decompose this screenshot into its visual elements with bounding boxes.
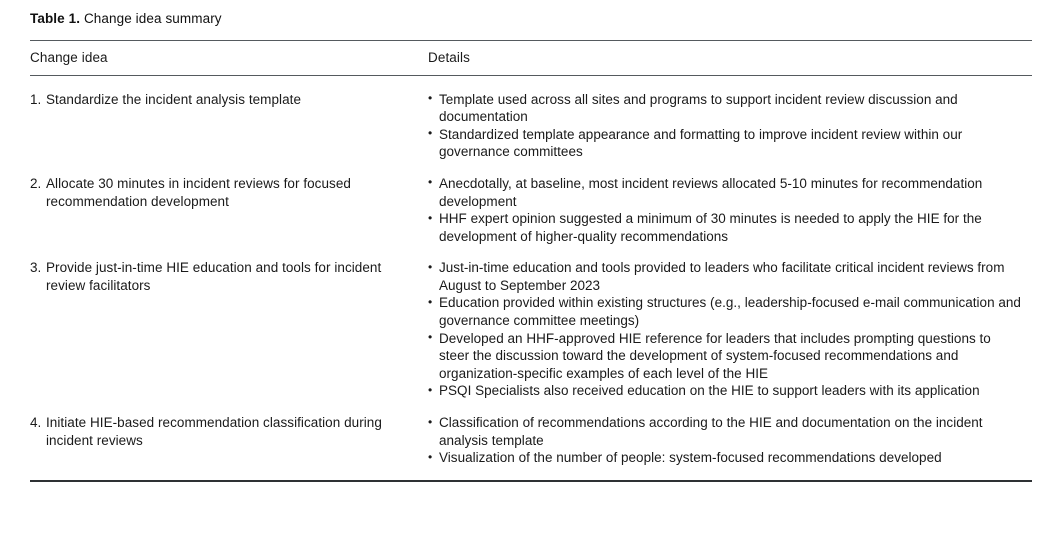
details-list (428, 414, 1022, 467)
change-idea-summary-table (30, 40, 1032, 482)
change-idea-text: Initiate HIE-based recommendation classification during incident reviews (46, 415, 382, 448)
detail-text: Developed an HHF-approved HIE reference for leaders that includes prompting questions to steer the discussion toward the development of system-focused recommendations and organization-specific examples of each level of the HIE (439, 330, 991, 381)
table-row (30, 75, 1032, 175)
change-idea-item (30, 414, 418, 449)
table-row (30, 259, 1032, 414)
column-header-details: Details (428, 49, 470, 65)
cell-change-idea (30, 75, 428, 175)
bullet-icon: • (428, 126, 433, 141)
bullet-icon: • (428, 294, 433, 309)
cell-details (428, 414, 1032, 481)
change-idea-text: Allocate 30 minutes in incident reviews for focused recommendation development (46, 175, 351, 209)
detail-text: Just-in-time education and tools provided to leaders who facilitate critical incident reviews from August to September 2023 (439, 260, 1005, 293)
table-row (30, 175, 1032, 259)
list-item (428, 414, 1022, 449)
table-caption (30, 10, 1032, 40)
change-idea-number: 3. (30, 260, 42, 276)
list-item (428, 382, 1022, 400)
change-idea-item (30, 175, 418, 210)
change-idea-text: Standardize the incident analysis template (46, 91, 302, 107)
detail-text: Anecdotally, at baseline, most incident reviews allocated 5-10 minutes for recommendation development (439, 175, 983, 209)
list-item (428, 259, 1022, 294)
detail-text: Education provided within existing structures (e.g., leadership-focused e-mail communication and governance committee meetings) (439, 295, 1021, 329)
list-item (428, 175, 1022, 210)
bullet-icon: • (428, 175, 433, 190)
change-idea-item (30, 259, 418, 294)
column-header-change-idea: Change idea (30, 49, 108, 65)
bullet-icon: • (428, 382, 433, 397)
list-item (428, 294, 1022, 329)
table-row (30, 414, 1032, 481)
cell-change-idea (30, 414, 428, 481)
list-item (428, 91, 1022, 126)
table-header-row (30, 40, 1032, 75)
details-list (428, 91, 1022, 161)
cell-details (428, 259, 1032, 414)
table-caption-label: Table 1. (30, 11, 81, 26)
change-idea-item (30, 91, 418, 109)
bullet-icon: • (428, 259, 433, 274)
cell-change-idea (30, 175, 428, 259)
change-idea-number: 1. (30, 91, 42, 107)
table-head (30, 40, 1032, 75)
detail-text: Standardized template appearance and formatting to improve incident review within our governance committees (439, 126, 963, 160)
table-body (30, 75, 1032, 481)
bullet-icon: • (428, 449, 433, 464)
cell-details (428, 75, 1032, 175)
bullet-icon: • (428, 210, 433, 225)
details-list (428, 175, 1022, 245)
list-item (428, 126, 1022, 161)
list-item (428, 330, 1022, 383)
cell-change-idea (30, 259, 428, 414)
bullet-icon: • (428, 414, 433, 429)
change-idea-number: 4. (30, 415, 42, 431)
list-item (428, 449, 1022, 467)
cell-details (428, 175, 1032, 259)
table-caption-text: Change idea summary (83, 11, 222, 26)
details-list (428, 259, 1022, 400)
detail-text: Visualization of the number of people: system-focused recommendations developed (439, 450, 942, 466)
detail-text: PSQI Specialists also received education on the HIE to support leaders with its application (439, 383, 980, 399)
change-idea-number: 2. (30, 175, 42, 191)
table-container (30, 10, 1032, 482)
change-idea-text: Provide just-in-time HIE education and tools for incident review facilitators (46, 260, 382, 293)
detail-text: Template used across all sites and programs to support incident review discussion and documentation (439, 91, 958, 125)
bullet-icon: • (428, 330, 433, 345)
detail-text: HHF expert opinion suggested a minimum of 30 minutes is needed to apply the HIE for the development of higher-quality recommendations (439, 211, 982, 244)
list-item (428, 210, 1022, 245)
bullet-icon: • (428, 91, 433, 106)
detail-text: Classification of recommendations according to the HIE and documentation on the incident analysis template (439, 415, 983, 448)
